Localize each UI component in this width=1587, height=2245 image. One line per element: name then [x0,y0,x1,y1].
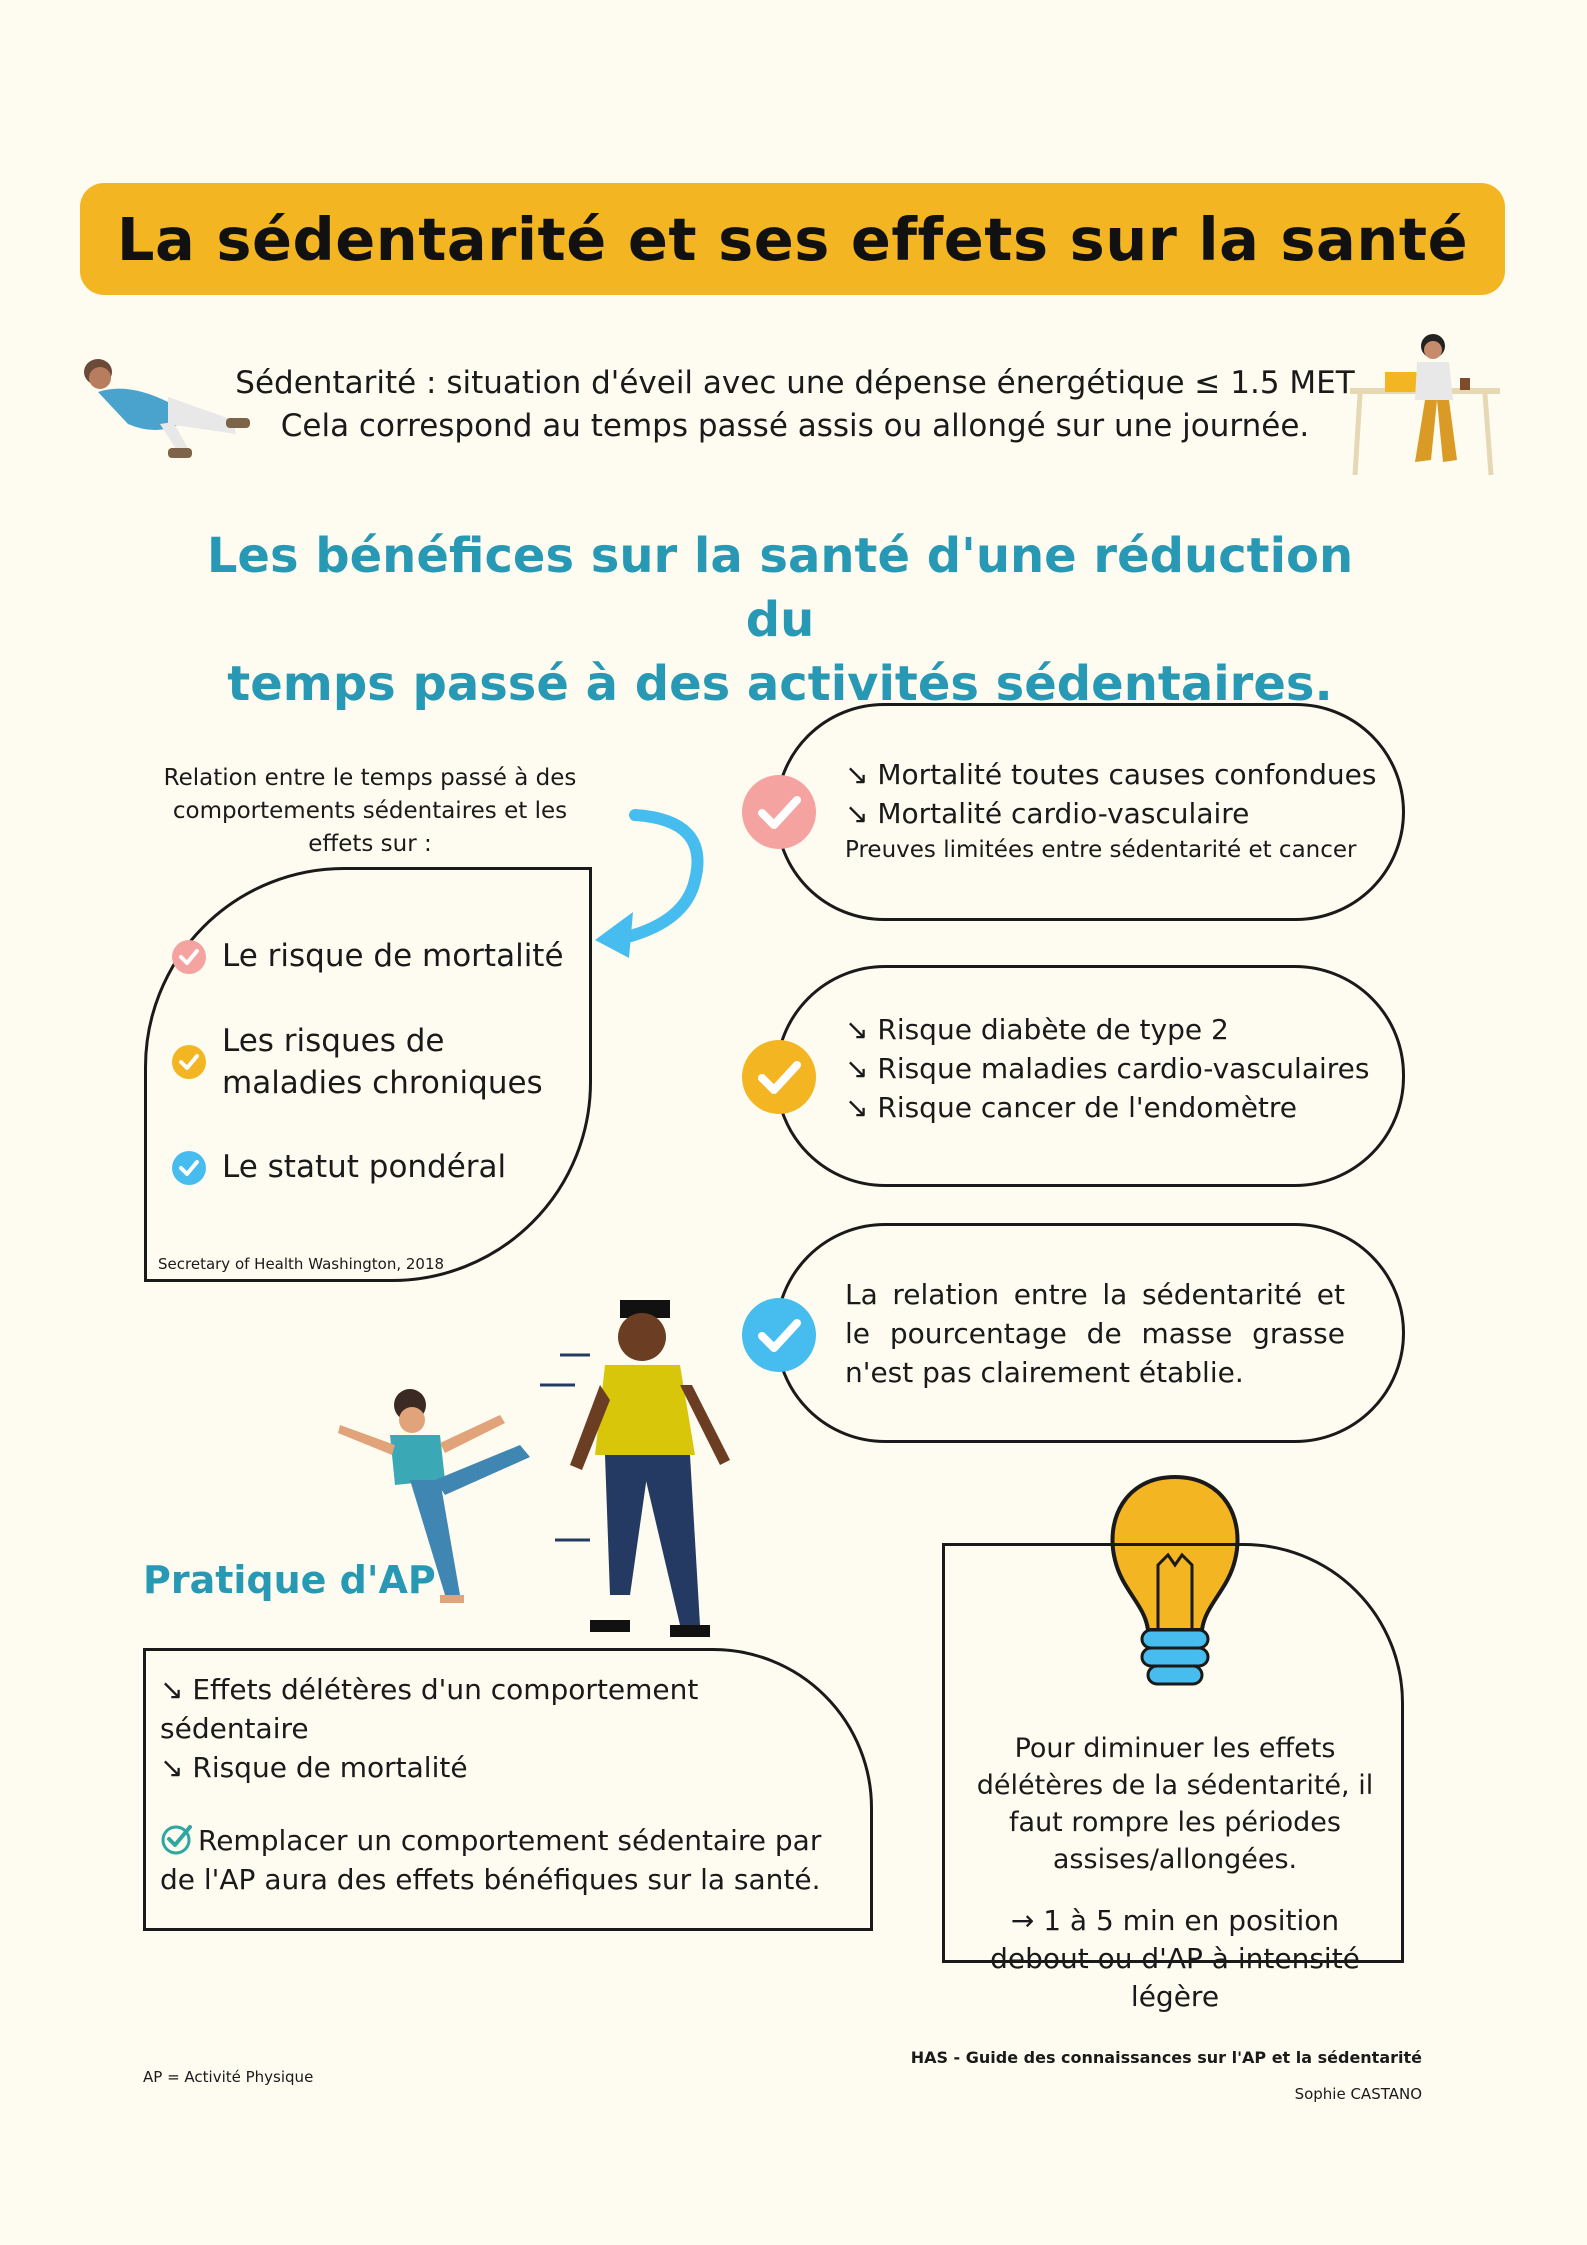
author-name: Sophie CASTANO [1294,2085,1422,2103]
pratique-conclusion-wrap [160,1821,840,1899]
title-banner [80,183,1505,295]
result-line: ↘ Mortalité toutes causes confondues [845,758,1377,791]
result-mortality-text [845,755,1376,867]
effect-item-chronic [172,1020,592,1104]
check-circle-icon [172,1151,206,1185]
tip-action: → 1 à 5 min en position debout ou d'AP à intensité légère [990,1904,1360,2013]
result-line: ↘ Risque maladies cardio-vasculaires [845,1052,1370,1085]
pratique-line-2: ↘ Risque de mortalité [160,1751,468,1784]
result-chronic-text [845,1010,1369,1127]
pratique-conclusion: Remplacer un comportement sédentaire par de l'AP aura des effets bénéfiques sur la santé. [160,1824,822,1896]
relation-label: Relation entre le temps passé à des comportements sédentaires et les effets sur : [163,765,577,857]
definition-line-2: Cela correspond au temps passé assis ou allongé sur une journée. [280,408,1310,444]
definition-line-1: Sédentarité : situation d'éveil avec une dépense énergétique ≤ 1.5 MET [235,365,1355,401]
pratique-title: Pratique d'AP [143,1558,436,1602]
result-line: ↘ Mortalité cardio-vasculaire [845,797,1250,830]
subtitle-line-2: temps passé à des activités sédentaires. [227,656,1333,712]
source-reference: HAS - Guide des connaissances sur l'AP et la sédentarité [910,2048,1422,2067]
check-circle-icon [172,1045,206,1079]
subtitle-line-1: Les bénéfices sur la santé d'une réduction du [206,528,1354,648]
effect-item-label: Les risques de maladies chroniques [222,1023,543,1101]
desk-worker-illustration [1345,330,1515,480]
result-line: ↘ Risque cancer de l'endomètre [845,1091,1298,1124]
tip-text [960,1730,1390,2016]
pratique-text [160,1670,860,1899]
curved-arrow-icon [585,800,715,960]
page-title: La sédentarité et ses effets sur la santé [116,204,1469,274]
result-line: ↘ Risque diabète de type 2 [845,1013,1229,1046]
definition-text [230,362,1360,448]
check-circle-icon [742,1040,816,1114]
source-citation: Secretary of Health Washington, 2018 [158,1255,445,1273]
check-circle-icon [742,775,816,849]
pratique-line-1: ↘ Effets délétères d'un comportement sédentaire [160,1673,699,1745]
effect-item-label: Le statut pondéral [222,1149,507,1185]
tip-description: Pour diminuer les effets délétères de la sédentarité, il faut rompre les périodes assises/allongées. [976,1733,1374,1875]
section-subtitle [180,524,1380,716]
effect-item-weight [172,1146,506,1188]
result-note: Preuves limitées entre sédentarité et cancer [845,837,1357,863]
result-weight-text: La relation entre la sédentarité et le pourcentage de masse grasse n'est pas clairement établie. [845,1278,1345,1389]
effect-item-label: Le risque de mortalité [222,938,564,974]
effect-item-mortality [172,935,564,977]
check-outline-icon [160,1822,194,1856]
check-circle-icon [172,940,206,974]
abbreviation-note: AP = Activité Physique [143,2068,314,2086]
